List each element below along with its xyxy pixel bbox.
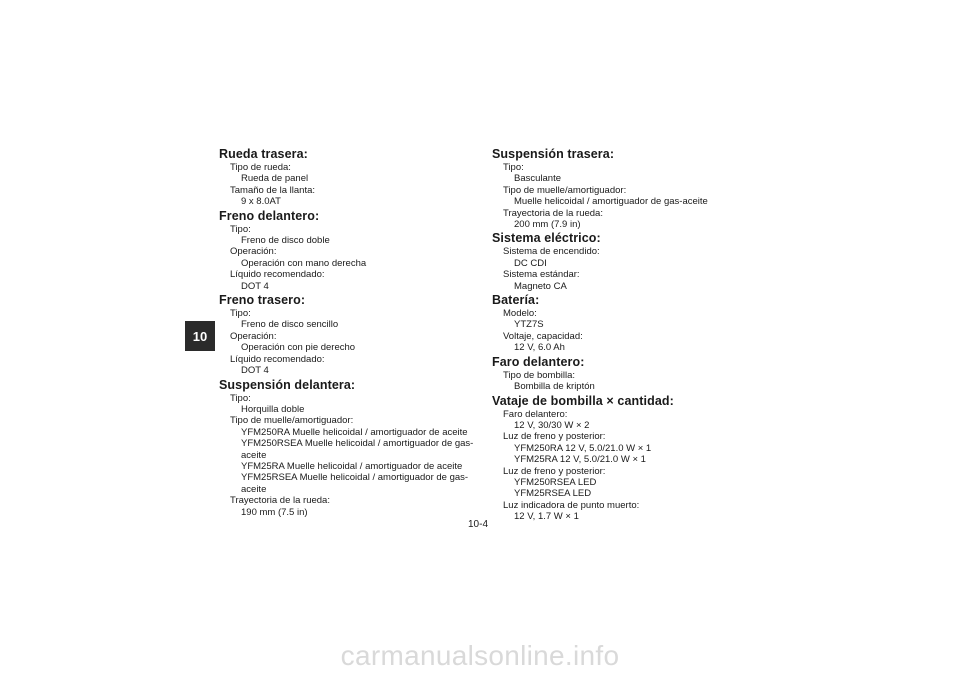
spec-value: YFM25RSEA Muelle helicoidal / amortiguador de gas- — [241, 472, 469, 484]
spec-value: DOT 4 — [241, 280, 269, 292]
spec-value: YFM250RSEA Muelle helicoidal / amortiguador de gas- — [241, 438, 474, 450]
section-title: Freno delantero: — [219, 208, 320, 223]
spec-section — [492, 354, 754, 393]
spec-value: aceite — [241, 483, 267, 495]
spec-label: Faro delantero: — [503, 408, 568, 420]
spec-section — [219, 208, 481, 292]
spec-value: 12 V, 1.7 W × 1 — [514, 511, 579, 523]
spec-value: YFM25RSEA LED — [514, 488, 592, 500]
spec-label: Operación: — [230, 330, 277, 342]
spec-label: Sistema de encendido: — [503, 246, 600, 258]
spec-column-right — [492, 146, 754, 523]
spec-label: Líquido recomendado: — [230, 269, 325, 281]
spec-value: Basculante — [514, 173, 562, 185]
spec-value: Bombilla de kriptón — [514, 381, 595, 393]
spec-value: Rueda de panel — [241, 173, 309, 185]
spec-value: 190 mm (7.5 in) — [241, 506, 308, 518]
spec-label: Luz de freno y posterior: — [503, 431, 606, 443]
spec-label: Voltaje, capacidad: — [503, 330, 583, 342]
spec-value: Operación con pie derecho — [241, 342, 356, 354]
watermark: carmanualsonline.info — [340, 640, 620, 671]
spec-value: 12 V, 6.0 Ah — [514, 342, 565, 354]
spec-section — [219, 292, 481, 376]
spec-label: Modelo: — [503, 308, 537, 320]
spec-label: Luz indicadora de punto muerto: — [503, 499, 640, 511]
section-title: Freno trasero: — [219, 293, 306, 308]
spec-label: Sistema estándar: — [503, 269, 580, 281]
spec-label: Tipo de bombilla: — [503, 369, 575, 381]
spec-label: Trayectoria de la rueda: — [503, 207, 603, 219]
spec-column-left — [219, 146, 481, 518]
spec-label: Tipo: — [230, 392, 251, 404]
spec-label: Trayectoria de la rueda: — [230, 495, 330, 507]
spec-label: Tipo: — [230, 308, 251, 320]
spec-value: DC CDI — [514, 257, 547, 269]
spec-value: 12 V, 30/30 W × 2 — [514, 419, 590, 431]
section-title: Suspensión trasera: — [492, 147, 615, 161]
section-title: Rueda trasera: — [219, 147, 308, 161]
spec-section — [219, 146, 481, 208]
section-title: Sistema eléctrico: — [492, 231, 601, 246]
spec-section — [492, 393, 754, 523]
spec-value: YFM250RSEA LED — [514, 476, 597, 488]
spec-value: Freno de disco doble — [241, 235, 330, 247]
section-title: Suspensión delantera: — [219, 377, 356, 392]
spec-section — [219, 377, 481, 518]
spec-value: Magneto CA — [514, 280, 567, 292]
spec-value: YTZ7S — [514, 319, 544, 331]
spec-value: Muelle helicoidal / amortiguador de gas-aceite — [514, 196, 708, 208]
spec-label: Tipo: — [230, 223, 251, 235]
section-title: Vataje de bombilla × cantidad: — [492, 393, 674, 408]
spec-label: Operación: — [230, 246, 277, 258]
spec-label: Tipo de rueda: — [230, 162, 291, 173]
spec-label: Líquido recomendado: — [230, 353, 325, 365]
page-number: 10-4 — [468, 519, 489, 530]
section-title: Faro delantero: — [492, 354, 585, 369]
spec-value: 9 x 8.0AT — [241, 196, 281, 208]
spec-value: YFM25RA 12 V, 5.0/21.0 W × 1 — [514, 454, 646, 466]
spec-label: Tipo de muelle/amortiguador: — [503, 184, 627, 196]
spec-section — [492, 230, 754, 292]
spec-value: YFM250RA Muelle helicoidal / amortiguador de aceite — [241, 426, 468, 438]
spec-label: Tipo: — [503, 162, 524, 173]
spec-value: Operación con mano derecha — [241, 257, 367, 269]
spec-value: YFM25RA Muelle helicoidal / amortiguador de aceite — [241, 460, 463, 472]
spec-section — [492, 292, 754, 354]
spec-value: Horquilla doble — [241, 403, 305, 415]
spec-label: Tipo de muelle/amortiguador: — [230, 415, 354, 427]
spec-section — [492, 146, 754, 230]
spec-value: 200 mm (7.9 in) — [514, 219, 581, 231]
chapter-tab: 10 — [185, 321, 215, 351]
spec-value: YFM250RA 12 V, 5.0/21.0 W × 1 — [514, 442, 652, 454]
spec-value: Freno de disco sencillo — [241, 319, 339, 331]
spec-label: Tamaño de la llanta: — [230, 184, 316, 196]
spec-value: aceite — [241, 449, 267, 461]
section-title: Batería: — [492, 293, 540, 308]
spec-label: Luz de freno y posterior: — [503, 465, 606, 477]
spec-value: DOT 4 — [241, 365, 269, 377]
